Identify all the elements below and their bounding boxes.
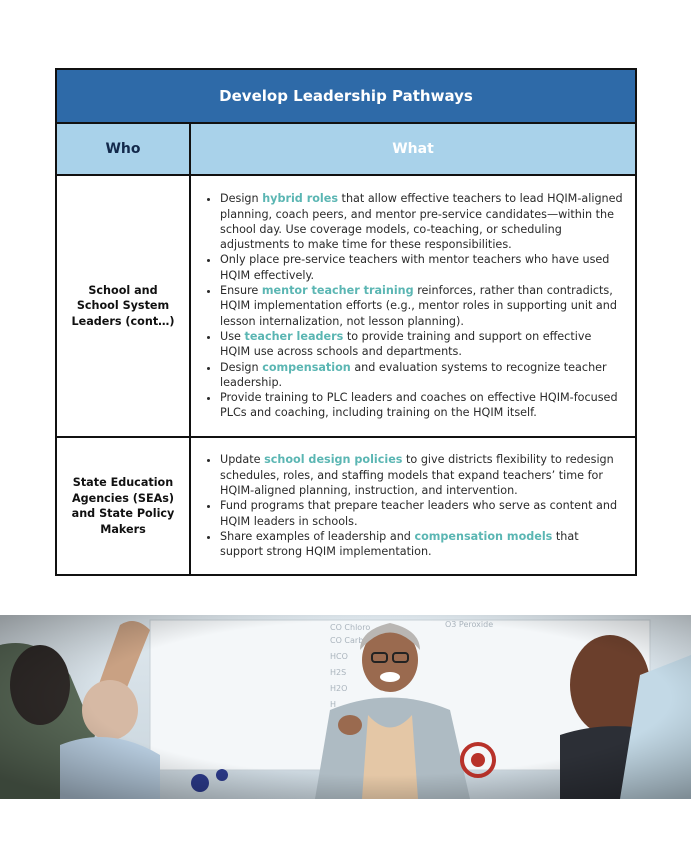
highlight-term: hybrid roles [262, 192, 338, 206]
list-item: • Only place pre-service teachers with mentor teachers who have used HQIM effectively. [220, 252, 625, 283]
list-item: • Design hybrid roles that allow effective teachers to lead HQIM-aligned planning, coach peers, and mentor pre-service candidates—within the school day. Use coverage models, co-teaching, or scheduling adjustments to make time for these responsibilities. [220, 191, 625, 252]
table-title: Develop Leadership Pathways [57, 70, 635, 124]
list-item: • Provide training to PLC leaders and coaches on effective HQIM-focused PLCs and coaching, including training on the HQIM itself. [220, 390, 625, 421]
column-header-who: Who [57, 124, 191, 174]
what-cell [191, 176, 635, 436]
action-list [205, 452, 625, 559]
highlight-term: mentor teacher training [261, 284, 414, 298]
highlight-term: school design policies [264, 453, 403, 467]
list-item: • Update school design policies to give districts flexibility to redesign schedules, roles, and staffing models that expand teachers’ time for HQIM-aligned planning, instruction, and intervention. [220, 452, 625, 498]
classroom-illustration [0, 615, 691, 799]
who-cell: State Education Agencies (SEAs) and State Policy Makers [57, 438, 191, 574]
list-item: • Design compensation and evaluation systems to recognize teacher leadership. [220, 360, 625, 391]
leadership-pathways-table [55, 68, 637, 576]
table-row [57, 176, 635, 438]
what-cell [191, 438, 635, 574]
highlight-term: compensation models [414, 529, 553, 543]
table-header-row [57, 124, 635, 176]
classroom-photo [0, 615, 691, 799]
list-item: • Ensure mentor teacher training reinforces, rather than contradicts, HQIM implementation efforts (e.g., mentor roles in supporting unit and lesson internalization, not lesson planning). [220, 283, 625, 329]
who-cell: School and School System Leaders (cont…) [57, 176, 191, 436]
highlight-term: teacher leaders [244, 329, 344, 343]
column-header-what: What [392, 141, 434, 157]
list-item: • Use teacher leaders to provide training and support on effective HQIM use across schools and departments. [220, 329, 625, 360]
list-item: • Share examples of leadership and compensation models that support strong HQIM implementation. [220, 529, 625, 560]
table-row [57, 438, 635, 574]
list-item: • Fund programs that prepare teacher leaders who serve as content and HQIM leaders in schools. [220, 498, 625, 529]
action-list [205, 191, 625, 420]
highlight-term: compensation [262, 360, 351, 374]
